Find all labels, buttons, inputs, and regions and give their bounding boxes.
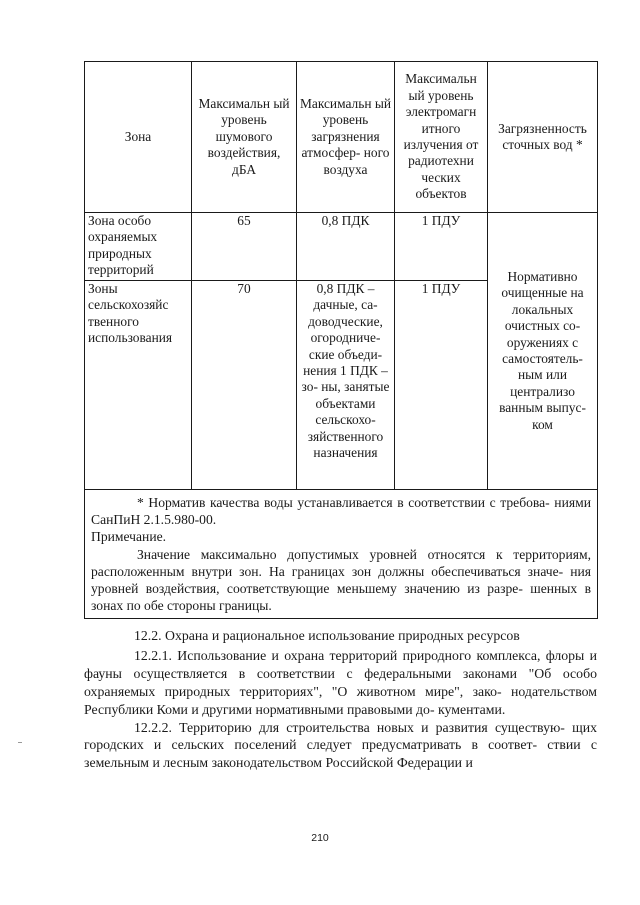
row2-air: 0,8 ПДК – дачные, са- доводческие, огородниче- ские объеди- нения 1 ПДК – зо- ны, занятые объектами сельскохо- зяйственного назначения [297, 281, 395, 490]
table-note-row [85, 490, 598, 619]
note-text: Значение максимально допустимых уровней относятся к территориям, расположенным внутри зон. На границах зон должны обеспечиваться значе- ния уровней воздействия, соответствующие меньшему значению из разре- шенных в зонах по обе стороны границы. [91, 546, 591, 614]
note-label: Примечание. [91, 529, 167, 545]
header-emr: Максимальн ый уровень электромагн итного излучения от радиотехни ческих объектов [395, 62, 488, 213]
row1-emr: 1 ПДУ [395, 213, 488, 281]
body-text [84, 627, 597, 772]
page-number: 210 [311, 832, 329, 844]
note-footnote: * Норматив качества воды устанавливается в соответствии с требова- ниями СанПиН 2.1.5.980-00. [91, 495, 591, 528]
row1-noise: 65 [192, 213, 297, 281]
table-note [85, 490, 598, 619]
environmental-limits-table [84, 61, 598, 619]
row2-noise: 70 [192, 281, 297, 490]
paragraph-12-2-1: 12.2.1. Использование и охрана территорий природного комплекса, флоры и фауны осуществляется в соответствии с федеральными законами "Об особо охраняемых природных территориях", "О животном мире", зако- нодательством Республики Коми и другими нормативными правовыми до- кументами. [84, 647, 597, 717]
table-header-row [85, 62, 598, 213]
table-row [85, 213, 598, 281]
row2-zone: Зоны сельскохозяйс твенного использования [85, 281, 192, 490]
header-noise: Максимальн ый уровень шумового воздействия, дБА [192, 62, 297, 213]
row1-zone: Зона особо охраняемых природных территорий [85, 213, 192, 281]
water-pollution-cell: Нормативно очищенные на локальных очистных со- оружениях с самостоятель- ным или централизо ванным выпус- ком [488, 213, 598, 490]
section-heading: 12.2. Охрана и рациональное использование природных ресурсов [134, 628, 520, 643]
row1-air: 0,8 ПДК [297, 213, 395, 281]
paragraph-12-2-2: 12.2.2. Территорию для строительства новых и развития существую- щих городских и сельских поселений следует предусматривать в соответ- ствии с земельным и лесным законодательством Российской Федерации и [84, 719, 597, 771]
row2-emr: 1 ПДУ [395, 281, 488, 490]
margin-mark [18, 742, 22, 743]
header-zone: Зона [85, 62, 192, 213]
header-air: Максимальн ый уровень загрязнения атмосфер- ного воздуха [297, 62, 395, 213]
header-water: Загрязненность сточных вод * [488, 62, 598, 213]
